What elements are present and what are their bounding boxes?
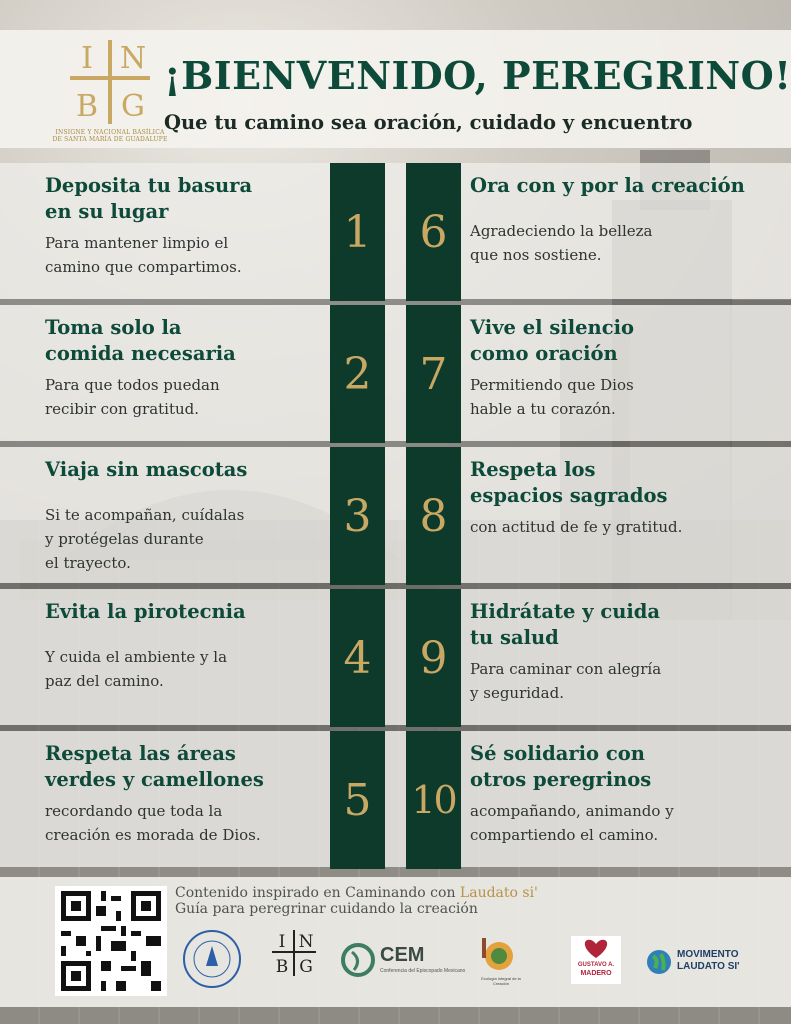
page-title: ¡BIENVENIDO, PEREGRINO! (164, 53, 791, 98)
qr-code-icon[interactable] (55, 886, 167, 996)
number-box (406, 447, 461, 585)
page-subtitle: Que tu camino sea oración, cuidado y encuentro (164, 111, 693, 134)
item-description: Agradeciendo la belleza que nos sostiene. (470, 222, 653, 264)
item-number: 6 (419, 206, 448, 258)
svg-text:G: G (121, 89, 145, 124)
recommendation-item-1 (45, 173, 365, 279)
footer-credit-line: Contenido inspirado en Caminando con Laudato si' (175, 885, 538, 901)
item-description: Para que todos puedan recibir con gratitud. (45, 376, 220, 418)
number-box (406, 305, 461, 443)
logo-caption: INSIGNE Y NACIONAL BASÍLICA DE SANTA MARÍA DE GUADALUPE (52, 129, 168, 143)
recommendation-item-9 (470, 599, 790, 705)
item-description: Y cuida el ambiente y la paz del camino. (45, 648, 228, 690)
recommendation-item-5 (45, 741, 365, 847)
item-number: 2 (343, 348, 372, 400)
recommendation-item-10 (470, 741, 790, 847)
svg-text:N: N (298, 932, 314, 952)
movimiento-line1: MOVIMENTO (677, 949, 739, 960)
recommendation-item-7 (470, 315, 790, 421)
gam-line2: MADERO (580, 970, 612, 977)
recommendation-item-3 (45, 457, 365, 575)
ecologia-integral-logo (472, 936, 526, 986)
item-title: Respeta los espacios sagrados (470, 458, 668, 507)
cem-logo (340, 942, 466, 982)
svg-text:B: B (75, 89, 99, 124)
recommendation-item-4 (45, 599, 365, 693)
svg-text:N: N (119, 41, 147, 76)
item-description: con actitud de fe y gratitud. (470, 518, 683, 536)
item-title: Toma solo la comida necesaria (45, 316, 236, 365)
item-number: 3 (343, 490, 372, 542)
globe-icon (645, 948, 673, 976)
item-title: Sé solidario con otros peregrinos (470, 742, 652, 791)
item-number: 5 (343, 774, 372, 826)
item-description: Para caminar con alegría y seguridad. (470, 660, 662, 702)
item-description: acompañando, animando y compartiendo el camino. (470, 802, 674, 844)
number-box (406, 731, 461, 869)
laudato-si-highlight: Laudato si' (459, 885, 538, 901)
item-title: Vive el silencio como oración (470, 316, 634, 365)
footer-guide-line: Guía para peregrinar cuidando la creación (175, 901, 478, 917)
item-number: 9 (419, 632, 448, 684)
recommendation-item-8 (470, 457, 790, 539)
svg-text:G: G (299, 957, 313, 977)
item-description: Para mantener limpio el camino que compartimos. (45, 234, 242, 276)
item-number: 10 (411, 778, 456, 822)
cem-subtitle: Conferencia del Episcopado Mexicano (380, 968, 466, 974)
inbg-logo-icon (268, 928, 320, 988)
item-number: 1 (343, 206, 372, 258)
ecologia-label: Ecología integral de la Creación (481, 976, 521, 986)
item-title: Evita la pirotecnia (45, 600, 246, 623)
item-number: 7 (419, 348, 448, 400)
cem-name: CEM (380, 944, 425, 966)
number-box (406, 589, 461, 727)
item-title: Respeta las áreas verdes y camellones (45, 742, 264, 791)
svg-text:B: B (275, 957, 289, 977)
arquidiocesis-logo-icon (182, 926, 242, 992)
gam-line1: GUSTAVO A. (577, 962, 615, 968)
recommendation-item-6 (470, 173, 790, 267)
movimiento-line2: LAUDATO SI' (677, 961, 740, 972)
svg-text:I: I (278, 932, 286, 952)
gustavo-madero-logo (571, 936, 621, 984)
item-number: 4 (343, 632, 372, 684)
heart-icon (571, 936, 621, 962)
item-title: Deposita tu basura en su lugar (45, 174, 253, 223)
item-description: Permitiendo que Dios hable a tu corazón. (470, 376, 634, 418)
movimiento-laudato-si-logo (645, 946, 765, 980)
svg-text:I: I (81, 41, 93, 76)
item-title: Ora con y por la creación (470, 174, 745, 197)
ecologia-emblem-icon (472, 936, 526, 976)
item-description: recordando que toda la creación es morada de Dios. (45, 802, 261, 844)
item-title: Viaja sin mascotas (45, 458, 248, 481)
number-box (406, 163, 461, 301)
item-title: Hidrátate y cuida tu salud (470, 600, 661, 649)
item-number: 8 (419, 490, 448, 542)
recommendation-item-2 (45, 315, 365, 421)
item-description: Si te acompañan, cuídalas y protégelas durante el trayecto. (45, 506, 245, 572)
cem-emblem-icon (340, 942, 376, 978)
